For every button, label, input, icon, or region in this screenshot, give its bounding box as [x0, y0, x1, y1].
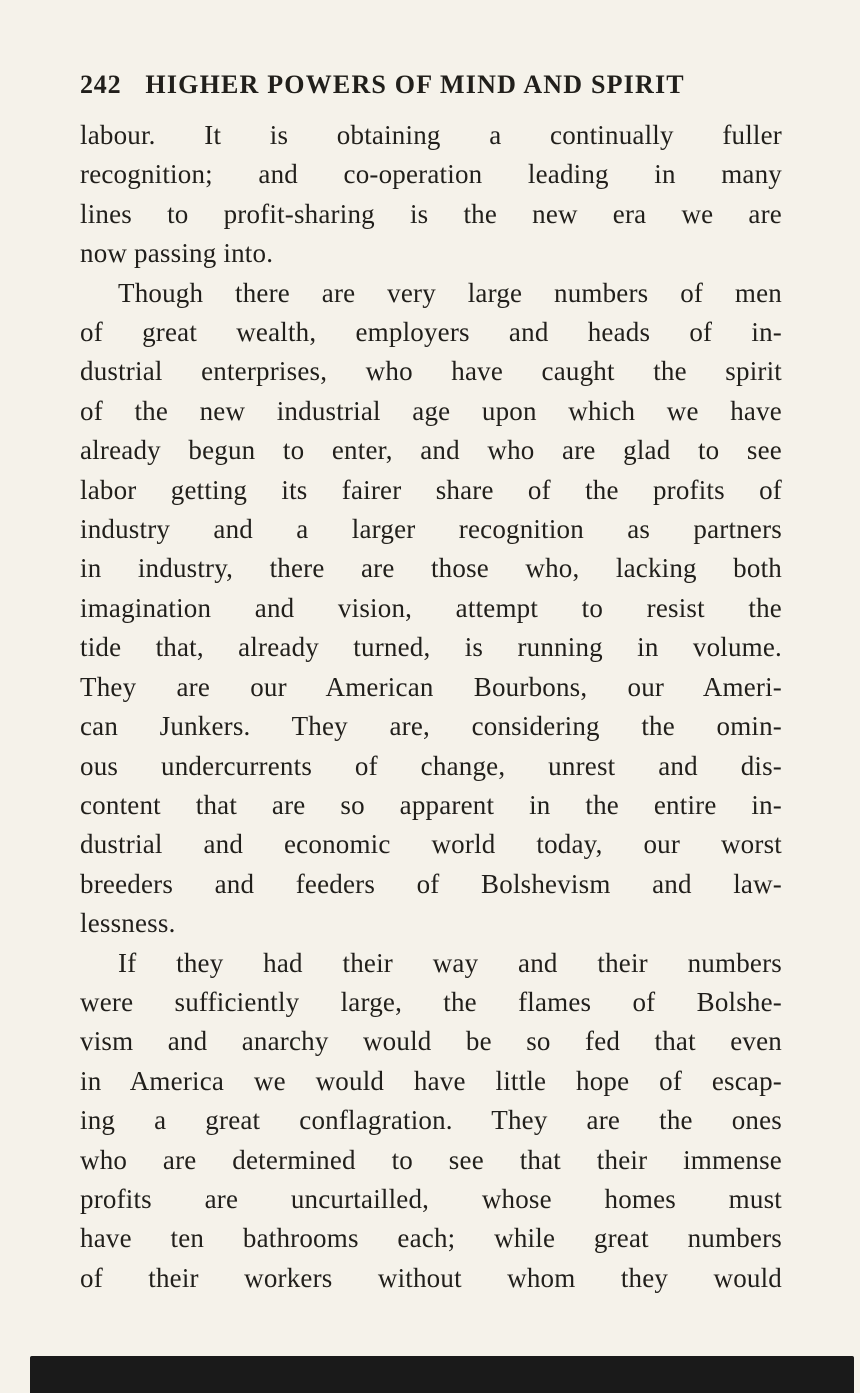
text-line: of great wealth, employers and heads of in- — [80, 317, 782, 348]
text-line: of the new industrial age upon which we have — [80, 395, 782, 426]
running-title: HIGHER POWERS OF MIND AND SPIRIT — [145, 70, 685, 99]
text-line: dustrial and economic world today, our worst — [80, 829, 782, 860]
page-header — [80, 70, 782, 100]
text-line: in America we would have little hope of escap- — [80, 1065, 782, 1096]
text-line: now passing into. — [80, 238, 274, 269]
text-line: content that are so apparent in the entire in- — [80, 789, 782, 820]
text-line: imagination and vision, attempt to resist the — [80, 592, 782, 623]
text-line: If they had their way and their numbers — [118, 947, 782, 978]
text-line: lines to profit-sharing is the new era we are — [80, 198, 782, 229]
text-line: breeders and feeders of Bolshevism and law- — [80, 868, 782, 899]
text-line: already begun to enter, and who are glad to see — [80, 435, 782, 466]
page-number: 242 — [80, 70, 122, 99]
page-body — [80, 116, 782, 1298]
text-line: of their workers without whom they would — [80, 1262, 782, 1293]
text-line: Though there are very large numbers of men — [118, 277, 782, 308]
text-line: profits are uncurtailled, whose homes must — [80, 1183, 782, 1214]
text-line: can Junkers. They are, considering the omin- — [80, 711, 782, 742]
text-line: labour. It is obtaining a continually fuller — [80, 120, 782, 150]
text-line: labor getting its fairer share of the profits of — [80, 474, 782, 505]
text-line: industry and a larger recognition as partners — [80, 514, 782, 545]
text-line: recognition; and co-operation leading in many — [80, 159, 782, 190]
text-line: who are determined to see that their immense — [80, 1144, 782, 1175]
text-line: They are our American Bourbons, our Ameri- — [80, 671, 782, 702]
text-line: have ten bathrooms each; while great numbers — [80, 1223, 782, 1254]
text-line: in industry, there are those who, lacking both — [80, 553, 782, 584]
text-line: vism and anarchy would be so fed that even — [80, 1026, 782, 1057]
text-line: dustrial enterprises, who have caught the spirit — [80, 356, 782, 387]
text-line: lessness. — [80, 908, 176, 939]
text-line: tide that, already turned, is running in volume. — [80, 632, 782, 663]
text-line: were sufficiently large, the flames of Bolshe- — [80, 986, 782, 1017]
text-line: ing a great conflagration. They are the ones — [80, 1105, 782, 1136]
text-line: ous undercurrents of change, unrest and dis- — [80, 750, 782, 781]
scan-artifact-bar — [30, 1356, 854, 1393]
